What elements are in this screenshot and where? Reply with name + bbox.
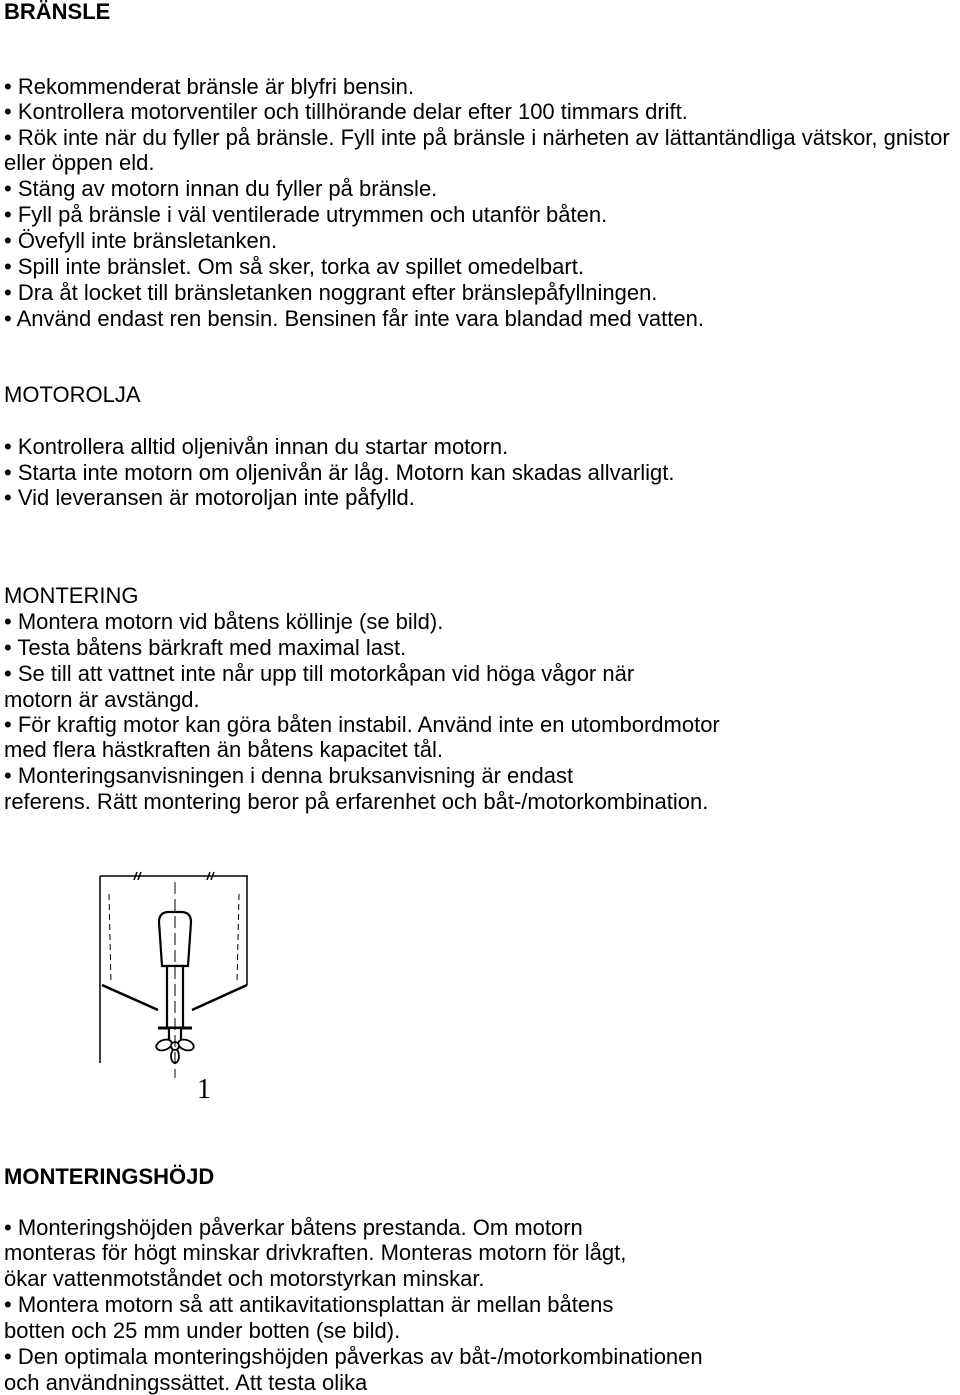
bullet-item: • Kontrollera motorventiler och tillhörande delar efter 100 timmars drift.: [4, 99, 688, 124]
bullet-item: • Övefyll inte bränsletanken.: [4, 228, 278, 253]
bullet-item: • Rök inte när du fyller på bränsle. Fyll inte på bränsle i närheten av lättantändliga vätskor, gnistor: [4, 125, 950, 150]
continuation-line: motorn är avstängd.: [4, 687, 200, 712]
section-heading-monteringshojd: MONTERINGSHÖJD: [4, 1164, 215, 1189]
continuation-line: monteras för högt minskar drivkraften. Monteras motorn för lågt,: [4, 1240, 627, 1265]
continuation-line: och användningssättet. Att testa olika: [4, 1370, 368, 1395]
bullet-item: • Montera motorn så att antikavitationsplattan är mellan båtens: [4, 1292, 614, 1317]
continuation-line: med flera hästkraften än båtens kapacitet tål.: [4, 737, 444, 762]
bullet-item: • Montera motorn vid båtens köllinje (se bild).: [4, 609, 444, 634]
bullet-item: • Se till att vattnet inte når upp till motorkåpan vid höga vågor när: [4, 661, 635, 686]
continuation-line: referens. Rätt montering beror på erfarenhet och båt-/motorkombination.: [4, 789, 709, 814]
bullet-item: • Använd endast ren bensin. Bensinen får inte vara blandad med vatten.: [4, 306, 704, 331]
bullet-item: • Rekommenderat bränsle är blyfri bensin.: [4, 74, 414, 99]
section-heading-bransle: BRÄNSLE: [4, 0, 111, 24]
mounting-diagram: [90, 860, 270, 1110]
bullet-item: • Spill inte bränslet. Om så sker, torka av spillet omedelbart.: [4, 254, 584, 279]
bullet-item: • Testa båtens bärkraft med maximal last.: [4, 635, 407, 660]
section-heading-montering: MONTERING: [4, 583, 139, 608]
continuation-line: eller öppen eld.: [4, 150, 155, 175]
bullet-item: • Dra åt locket till bränsletanken noggrant efter bränslepåfyllningen.: [4, 280, 658, 305]
bullet-item: • Kontrollera alltid oljenivån innan du startar motorn.: [4, 434, 509, 459]
bullet-item: • Fyll på bränsle i väl ventilerade utrymmen och utanför båten.: [4, 202, 608, 227]
bullet-item: • Vid leveransen är motoroljan inte påfylld.: [4, 485, 415, 510]
continuation-line: botten och 25 mm under botten (se bild).: [4, 1318, 401, 1343]
continuation-line: ökar vattenmotståndet och motorstyrkan minskar.: [4, 1266, 485, 1291]
section-heading-motorolja: MOTOROLJA: [4, 382, 141, 407]
figure-label: 1: [197, 1074, 211, 1105]
bullet-item: • Den optimala monteringshöjden påverkas av båt-/motorkombinationen: [4, 1344, 703, 1369]
bullet-item: • Stäng av motorn innan du fyller på bränsle.: [4, 176, 438, 201]
bullet-item: • För kraftig motor kan göra båten instabil. Använd inte en utombordmotor: [4, 712, 720, 737]
bullet-item: • Monteringshöjden påverkar båtens prestanda. Om motorn: [4, 1215, 583, 1240]
bullet-item: • Starta inte motorn om oljenivån är låg. Motorn kan skadas allvarligt.: [4, 460, 675, 485]
bullet-item: • Monteringsanvisningen i denna bruksanvisning är endast: [4, 763, 574, 788]
